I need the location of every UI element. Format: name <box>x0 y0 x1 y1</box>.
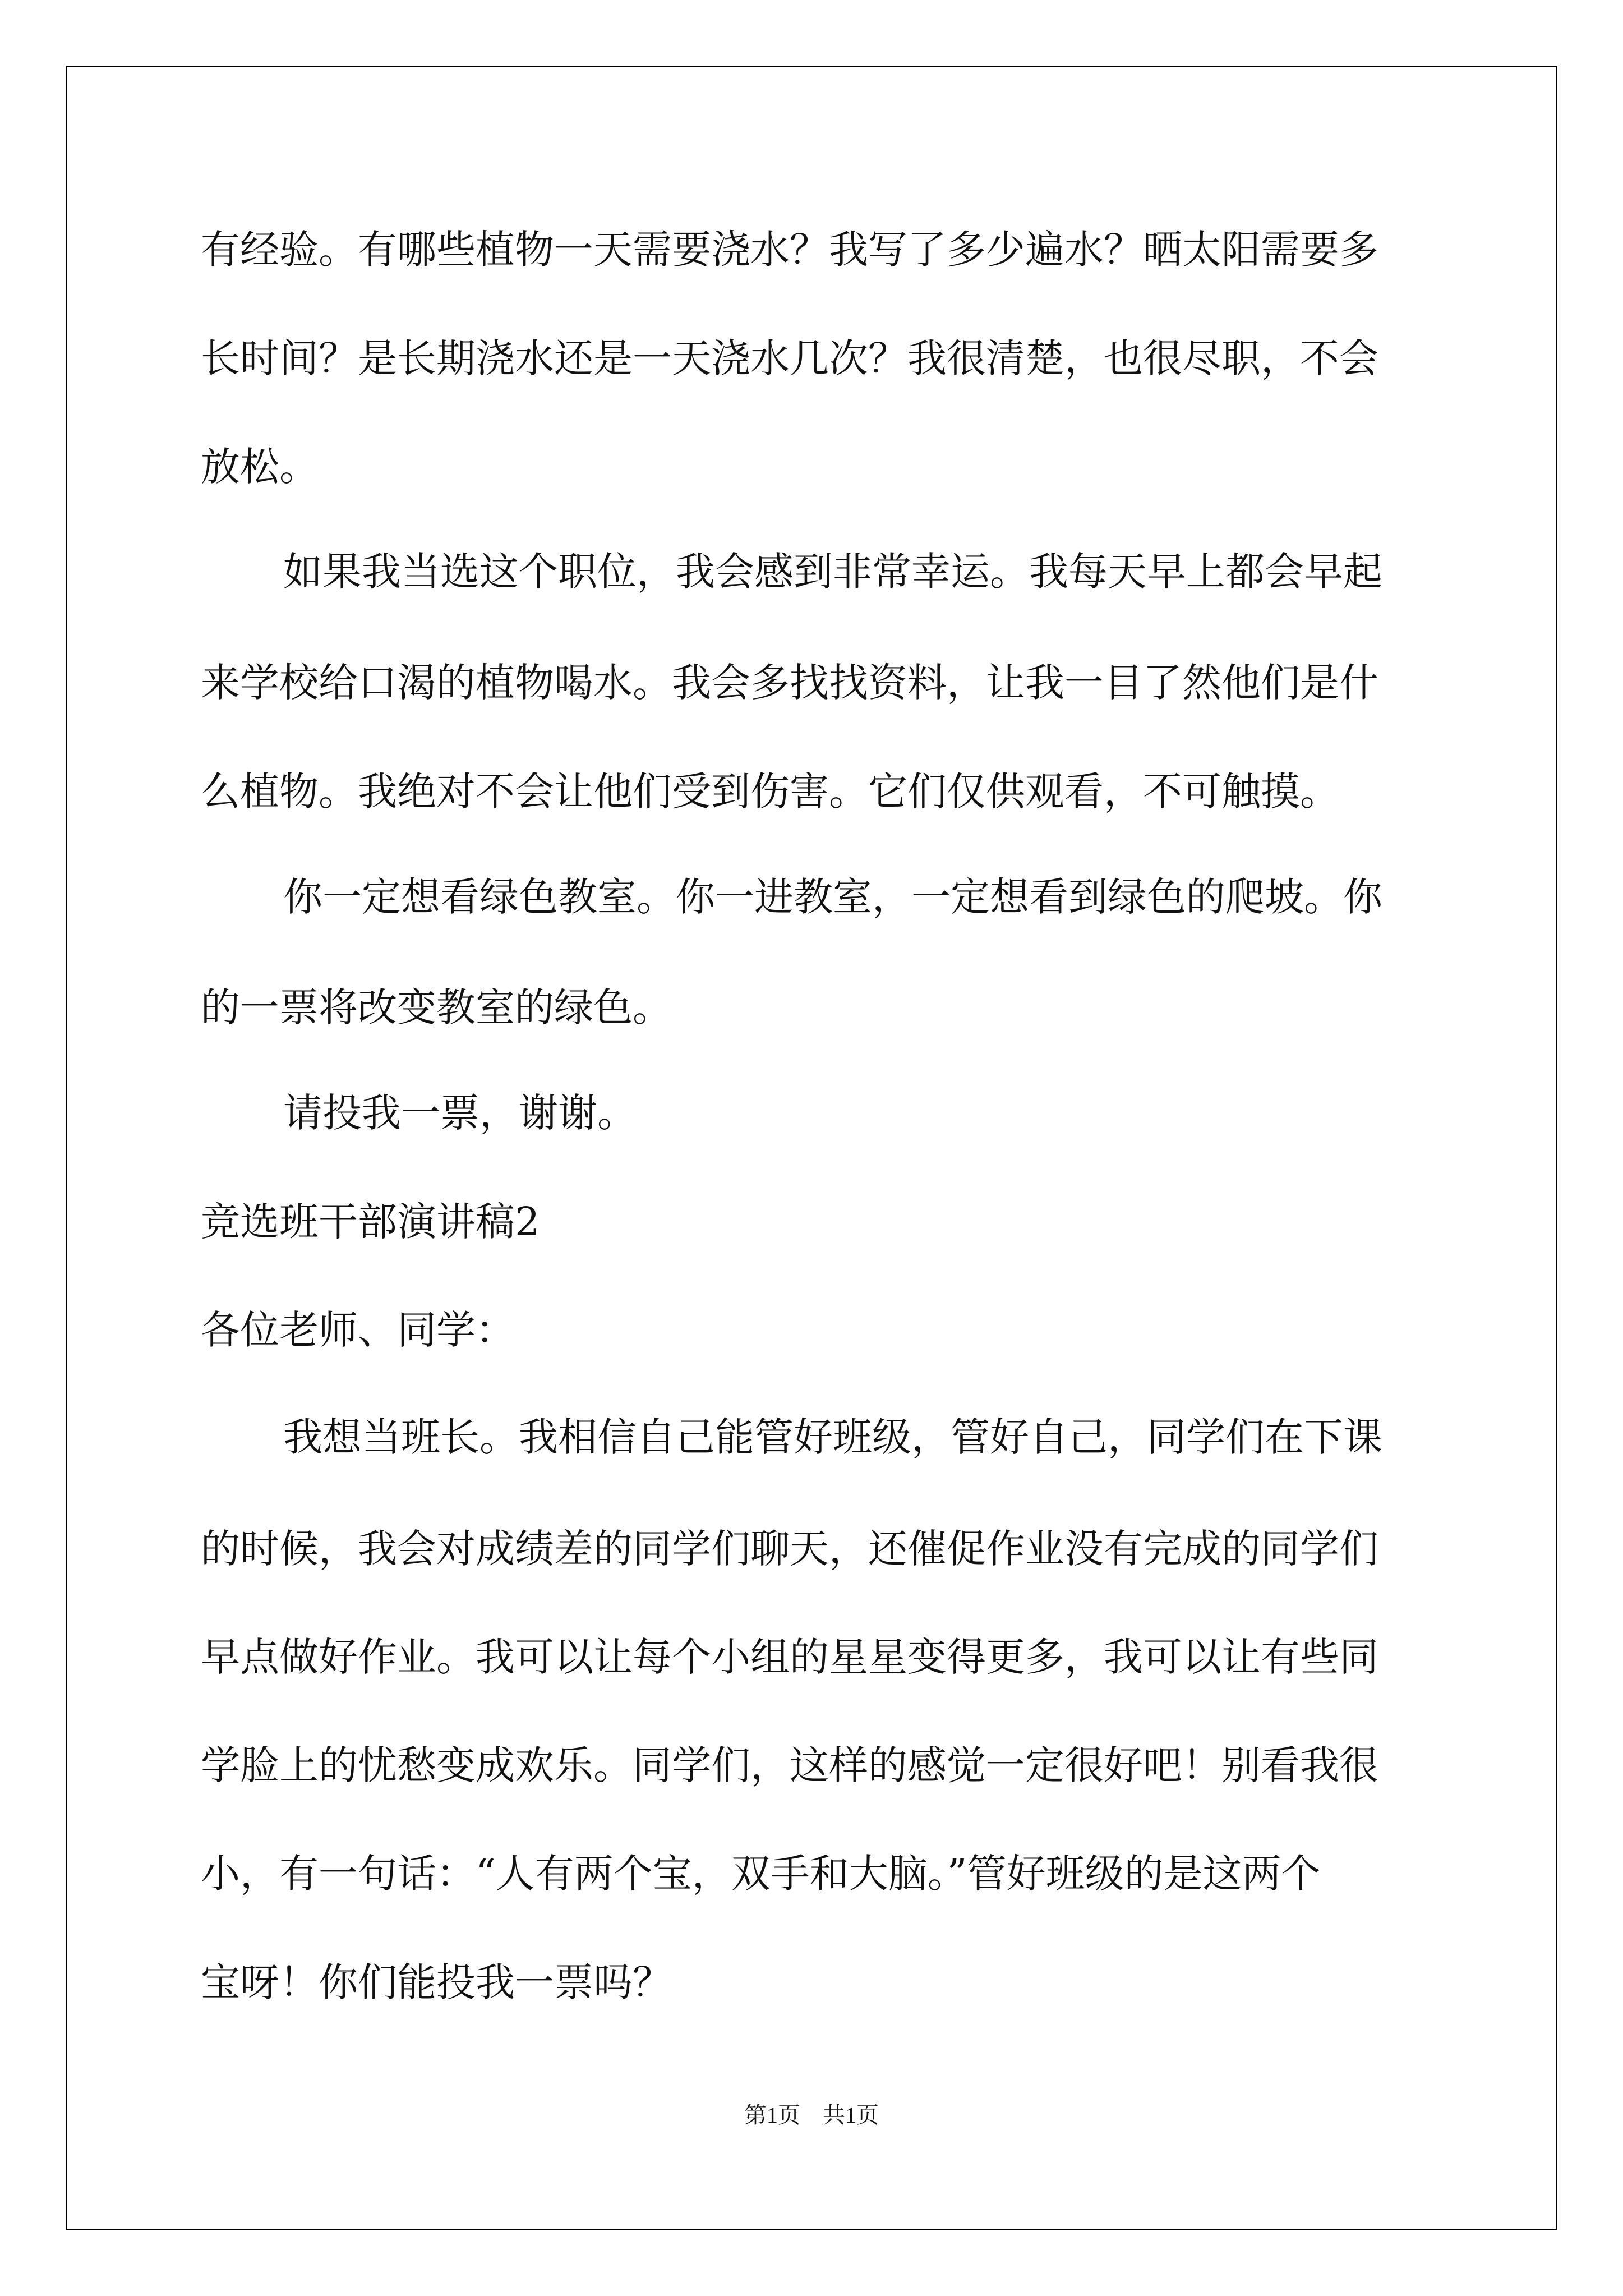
paragraph-2-line-2: 来学校给口渴的植物喝水。我会多找找资料，让我一目了然他们是什 <box>201 660 1378 706</box>
page-border <box>66 66 1557 2230</box>
paragraph-4-line-1: 请投我一票，谢谢。 <box>283 1090 637 1136</box>
section-heading: 竞选班干部演讲稿2 <box>201 1199 540 1245</box>
paragraph-5-line-1: 我想当班长。我相信自己能管好班级，管好自己，同学们在下课 <box>283 1414 1382 1460</box>
paragraph-5-line-4: 学脸上的忧愁变成欢乐。同学们，这样的感觉一定很好吧！别看我很 <box>201 1742 1378 1788</box>
paragraph-1-line-3: 放松。 <box>201 444 319 490</box>
page-footer: 第1页 共1页 <box>744 2102 879 2128</box>
paragraph-2-line-3: 么植物。我绝对不会让他们受到伤害。它们仅供观看，不可触摸。 <box>201 769 1339 815</box>
greeting: 各位老师、同学： <box>201 1307 515 1353</box>
paragraph-3-line-2: 的一票将改变教室的绿色。 <box>201 984 672 1030</box>
paragraph-5-line-3: 早点做好作业。我可以让每个小组的星星变得更多，我可以让有些同 <box>201 1634 1378 1680</box>
paragraph-5-line-6: 宝呀！你们能投我一票吗？ <box>201 1959 672 2005</box>
paragraph-1-line-1: 有经验。有哪些植物一天需要浇水？我写了多少遍水？晒太阳需要多 <box>201 227 1378 273</box>
paragraph-5-line-5: 小，有一句话：“人有两个宝，双手和大脑。”管好班级的是这两个 <box>201 1851 1321 1897</box>
paragraph-1-line-2: 长时间？是长期浇水还是一天浇水几次？我很清楚，也很尽职，不会 <box>201 335 1378 381</box>
paragraph-2-line-1: 如果我当选这个职位，我会感到非常幸运。我每天早上都会早起 <box>283 549 1382 595</box>
paragraph-3-line-1: 你一定想看绿色教室。你一进教室，一定想看到绿色的爬坡。你 <box>283 874 1382 920</box>
paragraph-5-line-2: 的时候，我会对成绩差的同学们聊天，还催促作业没有完成的同学们 <box>201 1526 1378 1572</box>
